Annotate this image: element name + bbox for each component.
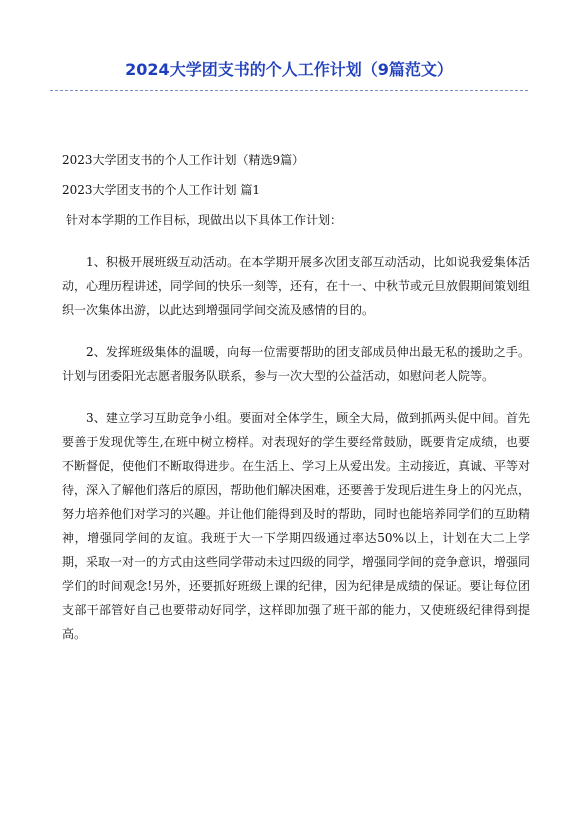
intro-line: 2023大学团支书的个人工作计划（精选9篇） — [62, 153, 305, 167]
document-title: 2024大学团支书的个人工作计划（9篇范文） — [125, 60, 453, 79]
title-divider — [50, 90, 528, 91]
lead-paragraph: 针对本学期的工作目标，现做出以下具体工作计划： — [66, 213, 343, 227]
paragraph-3: 3、建立学习互助竞争小组。要面对全体学生，顾全大局，做到抓两头促中间。首先要善于发现优等生,在班中树立榜样。对表现好的学生要经常鼓励，既要肯定成绩，也要不断督促，使他们不断取得进步。在生活上、学习上从爱出发。主动接近，真诚、平等对待，深入了解他们落后的原因，帮助他们解决困难，还要善于发现后进生身上的闪光点，努力培养他们对学习的兴趣。并让他们能得到及时的帮助，同时也能培养同学们的互助精神，增强同学间的友谊。我班于大一下学期四级通过率达50%以上，计划在大二上学期，采取一对一的方式由这些同学带动未过四级的同学，增强同学间的竞争意识，增强同学们的时间观念!另外，还要抓好班级上课的纪律，因为纪律是成绩的保证。要让每位团支部干部管好自己也要带动好同学，这样即加强了班干部的能力，又使班级纪律得到提高。 — [62, 411, 531, 641]
document-body — [62, 148, 530, 646]
section-heading: 2023大学团支书的个人工作计划 篇1 — [62, 183, 260, 197]
paragraph-1: 1、积极开展班级互动活动。在本学期开展多次团支部互动活动，比如说我爱集体活动，心理历程讲述，同学间的快乐一刻等，还有，在十一、中秋节或元旦放假期间策划组织一次集体出游，以此达到增强同学间交流及感情的目的。 — [62, 255, 531, 317]
paragraph-2: 2、发挥班级集体的温暖，向每一位需要帮助的团支部成员伸出最无私的援助之手。计划与团委阳光志愿者服务队联系，参与一次大型的公益活动，如慰问老人院等。 — [62, 345, 530, 383]
